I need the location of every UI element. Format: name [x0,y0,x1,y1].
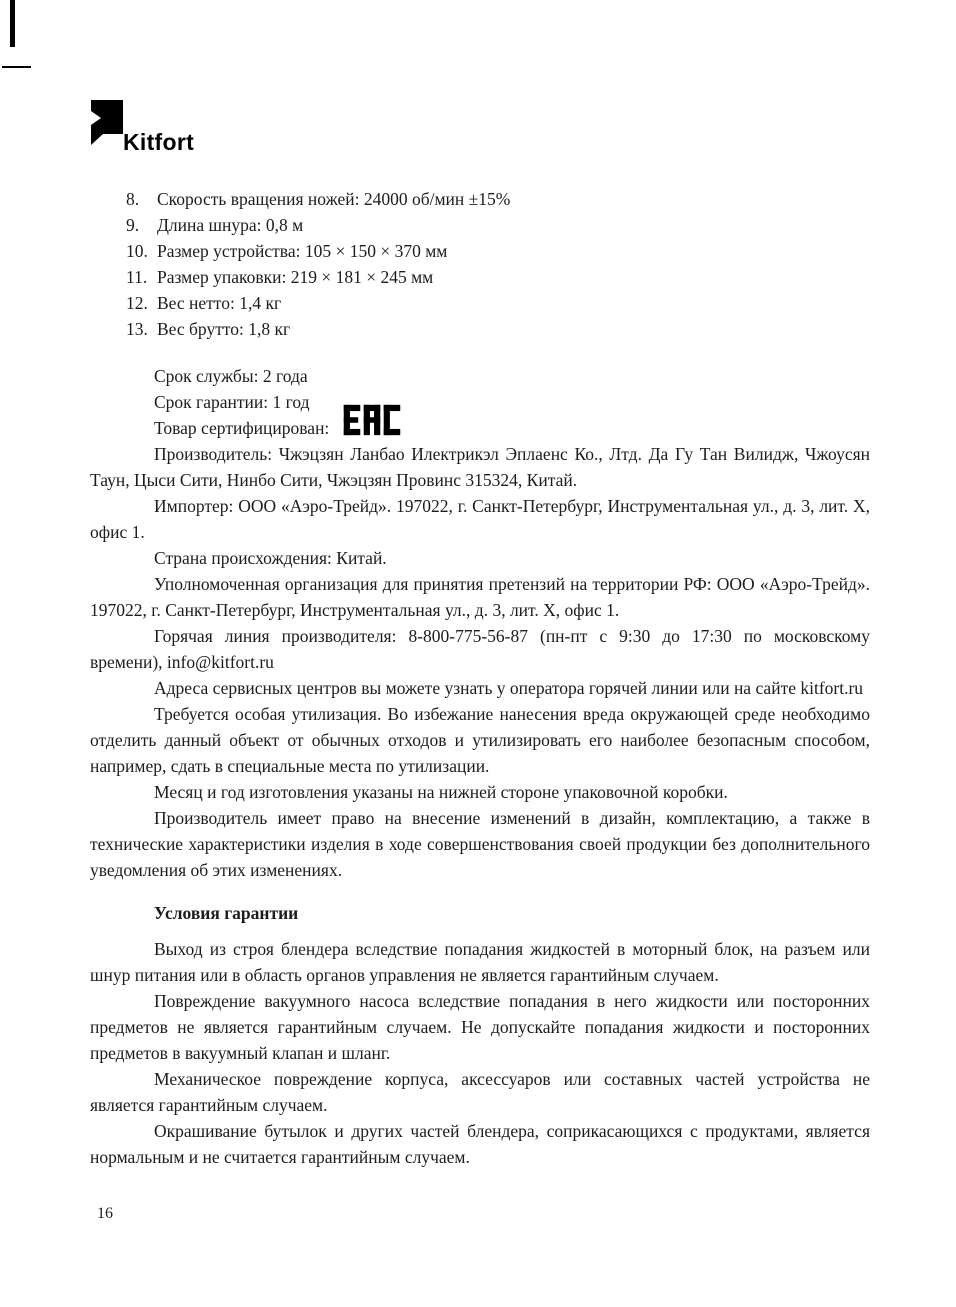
spec-number: 11. [126,267,148,287]
spec-item [126,290,870,316]
paragraph-manufacturer: Производитель: Чжэцзян Ланбао Илектрикэл Эплаенс Ко., Лтд. Да Гу Тан Вилидж, Чжоусян Таун, Цыси Сити, Нинбо Сити, Чжэцзян Провинс 315324, Китай. [90,444,870,490]
spec-item [126,212,870,238]
warranty-paragraph-staining: Окрашивание бутылок и других частей блендера, соприкасающихся с продуктами, является нормальным и не считается гарантийным случаем. [90,1121,870,1167]
spec-item [126,316,870,342]
paragraph-importer: Импортер: ООО «Аэро-Трейд». 197022, г. Санкт-Петербург, Инструментальная ул., д. 3, лит. Х, офис 1. [90,496,870,542]
spec-text: Вес брутто: 1,8 кг [157,319,291,339]
page-number: 16 [97,1205,113,1222]
eac-mark-icon [341,399,403,441]
spec-item [126,238,870,264]
spec-number: 8. [126,189,140,209]
paragraph-authorized-organization: Уполномоченная организация для принятия претензий на территории РФ: ООО «Аэро-Трейд». 197022, г. Санкт-Петербург, Инструментальная ул., д. 3, лит. Х, офис 1. [90,574,870,620]
paragraph-hotline: Горячая линия производителя: 8-800-775-56-87 (пн-пт с 9:30 до 17:30 по московскому времени), info@kitfort.ru [90,626,870,672]
spec-number: 10. [126,241,148,261]
kitfort-logo-icon [90,99,124,151]
spec-text: Размер упаковки: 219 × 181 × 245 мм [157,267,434,287]
certified-label: Товар сертифицирован: [154,418,330,438]
warranty-paragraph-liquids: Выход из строя блендера вследствие попадания жидкостей в моторный блок, на разъем или шнур питания или в область органов управления не является гарантийным случаем. [90,939,870,985]
paragraph-design-changes: Производитель имеет право на внесение изменений в дизайн, комплектацию, а также в технические характеристики изделия в ходе совершенствования своей продукции без дополнительного уведомления об этих изменениях. [90,808,870,880]
spec-text: Размер устройства: 105 × 150 × 370 мм [157,241,448,261]
crop-mark-vertical [10,0,15,47]
spec-item [126,264,870,290]
spec-item [126,186,870,212]
warranty-paragraph-vacuum-pump: Повреждение вакуумного насоса вследствие попадания в него жидкости или посторонних предметов не является гарантийным случаем. Не допускайте попадания жидкости и посторонних предметов в вакуумный клапан и шланг. [90,991,870,1063]
brand-name: Kitfort [123,129,195,155]
warranty-period-line: Срок гарантии: 1 год [154,392,310,412]
paragraph-disposal: Требуется особая утилизация. Во избежание нанесения вреда окружающей среде необходимо отделить данный объект от обычных отходов и утилизировать его наиболее безопасным способом, например, сдать в специальные места по утилизации. [90,704,870,776]
spec-number: 13. [126,319,148,339]
spec-text: Вес нетто: 1,4 кг [157,293,282,313]
paragraph-service-centers: Адреса сервисных центров вы можете узнать у оператора горячей линии или на сайте kitfort.ru [154,678,864,698]
spec-text: Длина шнура: 0,8 м [157,215,304,235]
paragraph-country-of-origin: Страна происхождения: Китай. [154,548,387,568]
spec-text: Скорость вращения ножей: 24000 об/мин ±15% [157,189,511,209]
paragraph-manufacture-date: Месяц и год изготовления указаны на нижней стороне упаковочной коробки. [154,782,728,802]
spec-list [126,186,870,342]
document-body [90,186,870,1170]
warranty-paragraph-mechanical-damage: Механическое повреждение корпуса, аксессуаров или составных частей устройства не является гарантийным случаем. [90,1069,870,1115]
warranty-heading: Условия гарантии [154,903,299,923]
spec-number: 12. [126,293,148,313]
service-life-line: Срок службы: 2 года [154,366,308,386]
spec-number: 9. [126,215,140,235]
certified-line [90,415,870,441]
crop-mark-horizontal [2,66,31,68]
